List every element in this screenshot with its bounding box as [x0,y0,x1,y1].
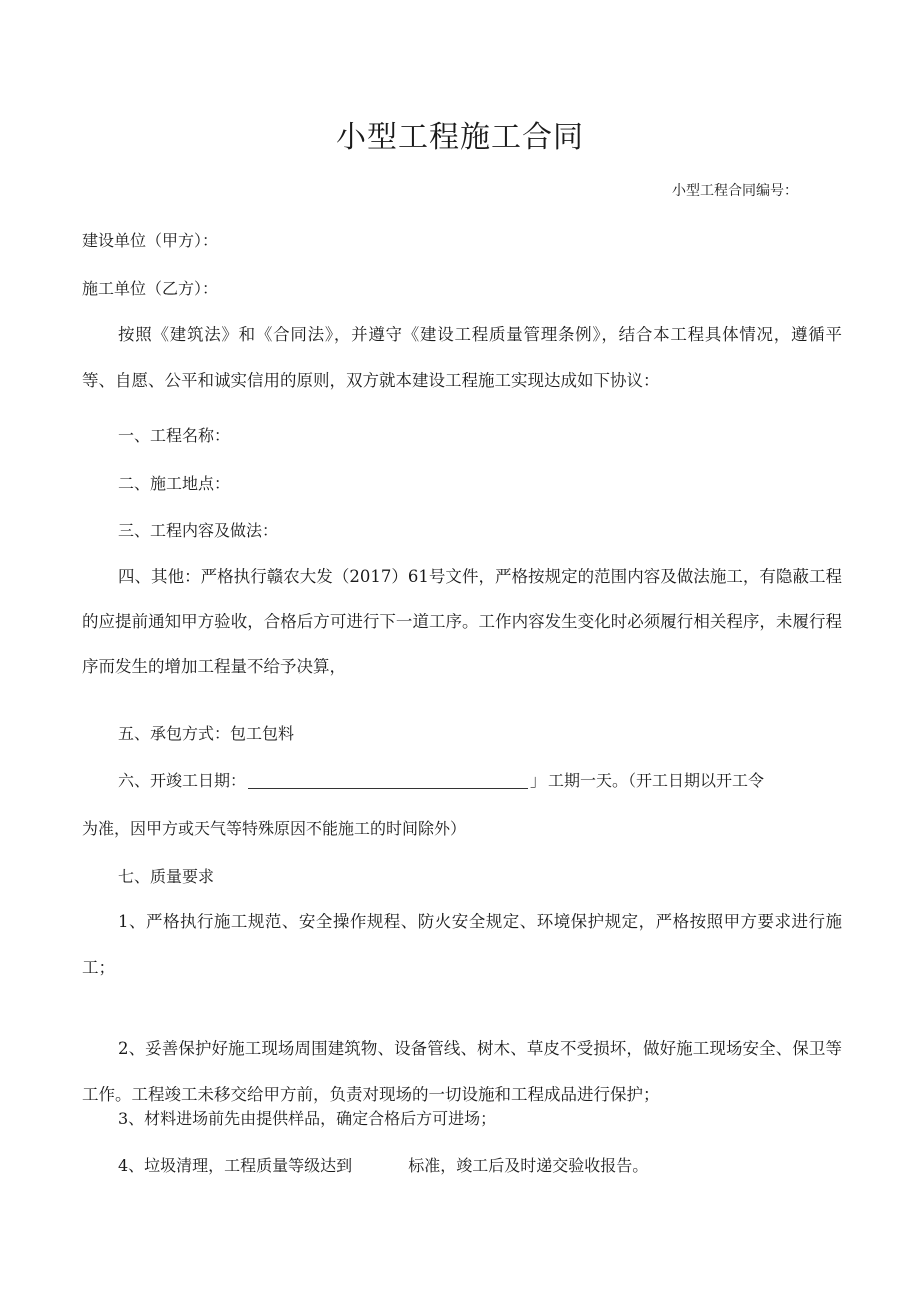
item-schedule-line [118,768,764,791]
requirement-4-prefix: 4、垃圾清理，工程质量等级达到 [118,1156,353,1175]
requirement-1: 1、严格执行施工规范、安全操作规程、防火安全规定、环境保护规定，严格按照甲方要求进行施工； [82,912,842,977]
party-a-line: 建设单位（甲方）： [82,231,219,250]
requirement-4 [118,1153,648,1176]
item-construction-site: 二、施工地点： [118,474,231,493]
requirement-3: 3、材料进场前先由提供样品，确定合格后方可进场； [118,1109,497,1128]
item-other-paragraph: 四、其他：严格执行赣农大发（2017）61号文件，严格按规定的范围内容及做法施工，有隐蔽工程的应提前通知甲方验收，合格后方可进行下一道工序。工作内容发生变化时必须履行相关程序，未履行程序而发生的增加工程量不给予决算， [82,567,842,676]
item-quality-requirements: 七、质量要求 [118,867,215,886]
preamble-paragraph: 按照《建筑法》和《合同法》，并遵守《建设工程质量管理条例》，结合本工程具体情况，遵循平等、自愿、公平和诚实信用的原则，双方就本建设工程施工实现达成如下协议： [82,325,842,390]
schedule-blank [248,770,528,789]
schedule-continuation: 为准，因甲方或天气等特殊原因不能施工的时间除外） [82,819,467,838]
party-b-line: 施工单位（乙方）： [82,279,219,298]
item-contract-method: 五、承包方式：包工包料 [118,724,295,743]
schedule-duration: 工期一天。（开工日期以开工令 [548,771,765,790]
requirement-2: 2、妥善保护好施工现场周围建筑物、设备管线、树木、草皮不受损坏，做好施工现场安全、保卫等工作。工程竣工未移交给甲方前，负责对现场的一切设施和工程成品进行保护； [82,1039,842,1104]
schedule-corner-mark: 」 [530,771,547,790]
item-project-name: 一、工程名称： [118,426,231,445]
requirement-4-suffix: 标准，竣工后及时递交验收报告。 [408,1156,649,1175]
document-title: 小型工程施工合同 [336,120,584,155]
contract-number-label: 小型工程合同编号： [672,183,798,199]
schedule-label: 六、开竣工日期： [118,771,247,790]
item-work-content: 三、工程内容及做法： [118,521,279,540]
